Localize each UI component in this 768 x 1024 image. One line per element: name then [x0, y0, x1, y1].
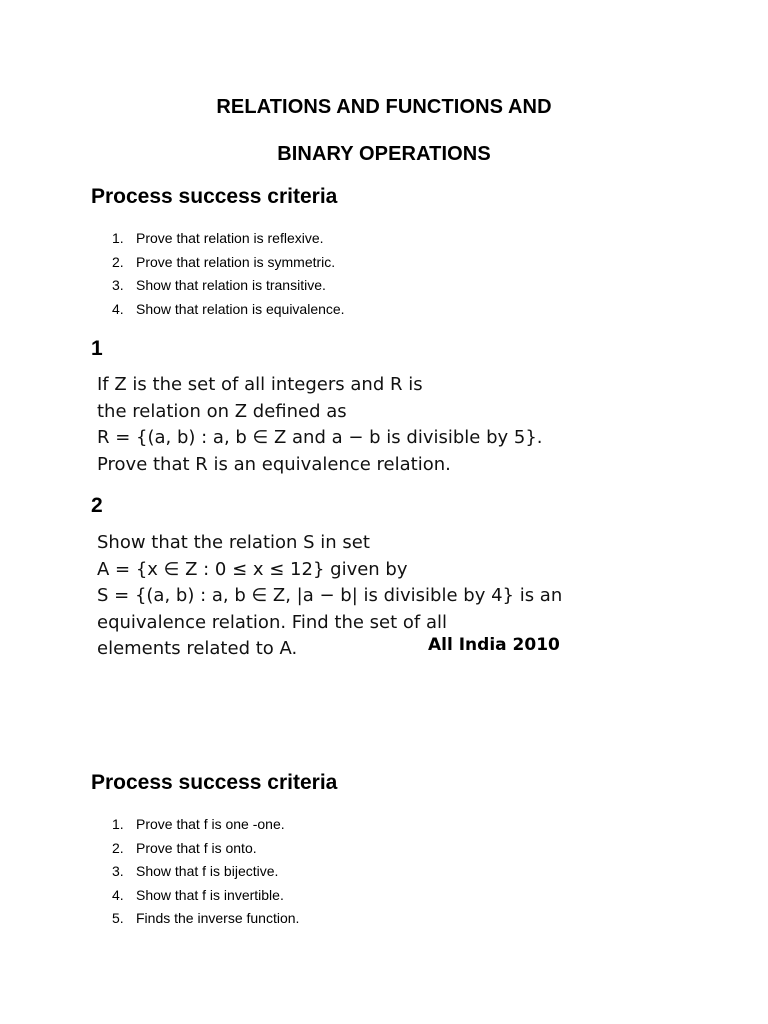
list-item [112, 860, 299, 884]
list-item-text: Prove that relation is reflexive. [136, 230, 324, 246]
problem-line: equivalence relation. Find the set of all [97, 611, 447, 633]
question-source: All India 2010 [428, 635, 560, 655]
list-item [112, 227, 345, 251]
problem-line: the relation on Z defined as [97, 400, 347, 422]
list-item [112, 298, 345, 322]
list-item-text: Show that f is invertible. [136, 886, 284, 903]
question-number-2: 2 [91, 494, 103, 517]
list-item-number: 3. [112, 277, 124, 294]
list-item-number: 1. [112, 230, 124, 246]
list-item-number: 2. [112, 839, 124, 856]
list-item-text: Finds the inverse function. [136, 910, 300, 927]
problem-line: If Z is the set of all integers and R is [97, 374, 423, 395]
question-1-text [97, 372, 543, 478]
list-item-number: 5. [112, 910, 124, 927]
list-item-number: 4. [112, 300, 124, 317]
list-item-number: 1. [112, 816, 124, 832]
list-item-text: Show that relation is equivalence. [136, 300, 345, 317]
criteria-list-2 [112, 813, 299, 931]
list-item [112, 274, 345, 298]
list-item-text: Prove that f is onto. [136, 839, 257, 856]
list-item [112, 837, 299, 861]
document-title-line-2: BINARY OPERATIONS [277, 143, 491, 165]
problem-line: A = {x ∈ Z : 0 ≤ x ≤ 12} given by [97, 558, 408, 580]
list-item [112, 813, 299, 837]
list-item-text: Show that relation is transitive. [136, 277, 326, 294]
problem-line: elements related to A. [97, 638, 298, 659]
problem-line: S = {(a, b) : a, b ∈ Z, |a − b| is divisible by 4} is an [97, 585, 563, 606]
question-number-1: 1 [91, 337, 103, 360]
problem-line: Prove that R is an equivalence relation. [97, 453, 451, 475]
section-heading-2: Process success criteria [91, 771, 338, 794]
document-title-line-1: RELATIONS AND FUNCTIONS AND [216, 96, 552, 118]
criteria-list-1 [112, 227, 345, 321]
list-item-number: 2. [112, 253, 124, 270]
list-item [112, 251, 345, 275]
list-item [112, 884, 299, 908]
problem-line: Show that the relation S in set [97, 532, 370, 553]
list-item-text: Show that f is bijective. [136, 863, 279, 880]
section-heading-1: Process success criteria [91, 185, 338, 208]
problem-line: R = {(a, b) : a, b ∈ Z and a − b is divisible by 5}. [97, 427, 543, 448]
list-item-number: 4. [112, 886, 124, 903]
list-item-number: 3. [112, 863, 124, 880]
list-item-text: Prove that f is one -one. [136, 816, 285, 832]
list-item [112, 907, 299, 931]
list-item-text: Prove that relation is symmetric. [136, 253, 336, 270]
